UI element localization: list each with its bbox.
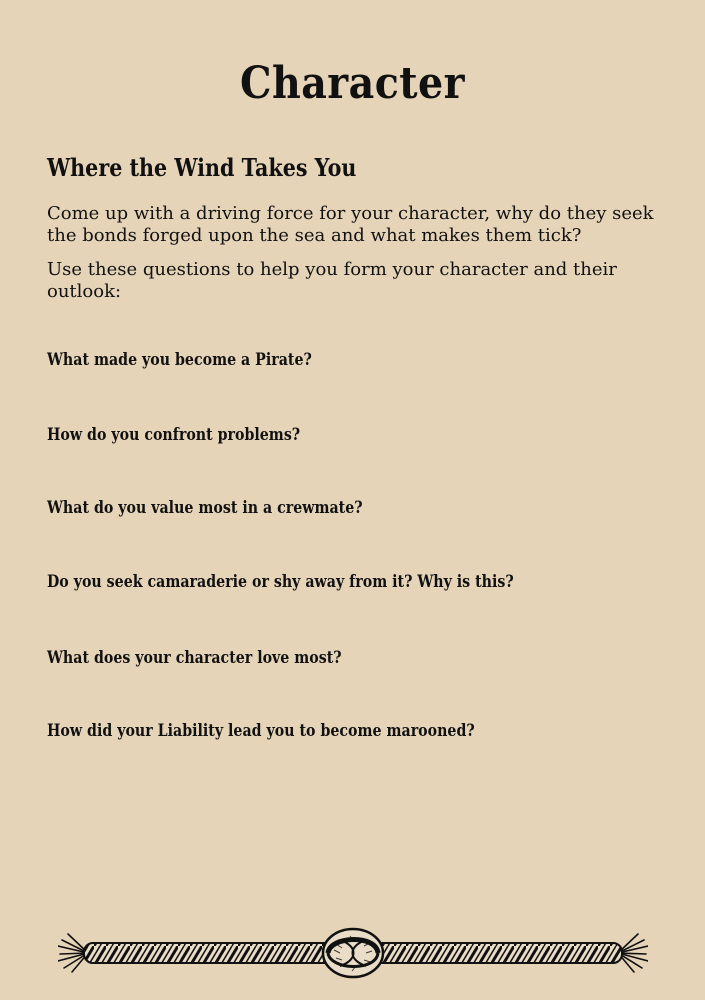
question-prompt: What made you become a Pirate? (47, 350, 312, 369)
question-prompt: How do you confront problems? (47, 425, 301, 444)
rope-knot-divider-icon (58, 926, 648, 980)
question-prompt: What does your character love most? (47, 648, 342, 667)
section-heading: Where the Wind Takes You (47, 153, 357, 182)
intro-paragraph: Use these questions to help you form your character and their outlook: (47, 259, 617, 302)
intro-paragraph: Come up with a driving force for your character, why do they seek the bonds forged upon the sea and what makes them tick? (47, 203, 654, 246)
question-prompt: How did your Liability lead you to become marooned? (47, 721, 475, 740)
question-prompt: Do you seek camaraderie or shy away from it? Why is this? (47, 572, 514, 591)
page-title: Character (239, 58, 465, 109)
question-prompt: What do you value most in a crewmate? (47, 498, 363, 517)
